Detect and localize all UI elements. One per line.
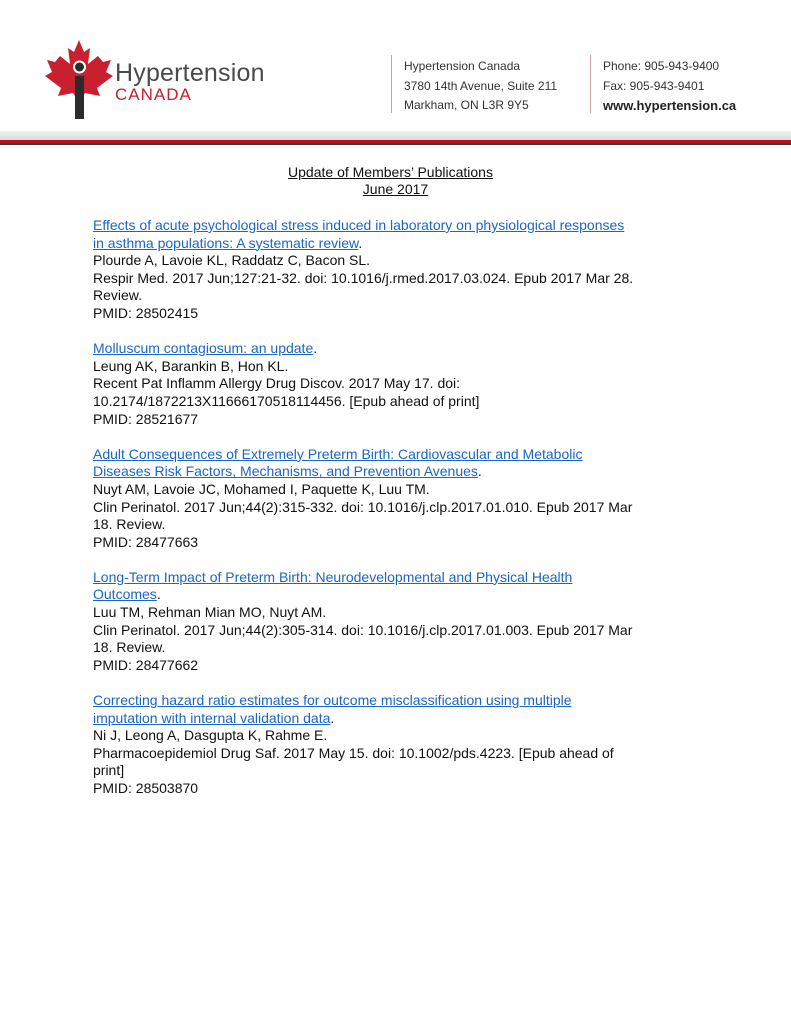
publication-item: Molluscum contagiosum: an update. Leung AK, Barankin B, Hon KL. Recent Pat Inflamm Allergy Drug Discov. 2017 May 17. doi: 10.2174/1872213X11666170518114456. [Epub ahead of print] PMID: 28521677 xyxy=(93,340,703,428)
document-subtitle: June 2017 xyxy=(362,181,429,197)
publication-authors: Ni J, Leong A, Dasgupta K, Rahme E. xyxy=(93,727,328,744)
publication-citation: Review. xyxy=(93,287,143,304)
header-band xyxy=(0,131,791,140)
publication-pmid: PMID: 28503870 xyxy=(93,780,199,796)
letterhead xyxy=(0,0,791,150)
address-line-3: Markham, ON L3R 9Y5 xyxy=(404,98,529,112)
address-line-2: 3780 14th Avenue, Suite 211 xyxy=(404,78,558,93)
hypertension-canada-logo xyxy=(45,38,265,128)
publication-authors: Luu TM, Rehman Mian MO, Nuyt AM. xyxy=(93,604,327,621)
publication-citation: Recent Pat Inflamm Allergy Drug Discov. 2017 May 17. doi: xyxy=(93,375,461,392)
divider xyxy=(391,55,392,113)
header-dark-rule xyxy=(0,143,791,145)
publication-title-link[interactable]: in asthma populations: A systematic review xyxy=(93,234,359,251)
publication-pmid: PMID: 28477663 xyxy=(93,533,199,550)
publication-title-link[interactable]: Correcting hazard ratio estimates for outcome misclassification using multiple xyxy=(93,692,572,709)
publication-pmid: PMID: 28502415 xyxy=(93,304,199,321)
address-line-1: Hypertension Canada xyxy=(404,59,521,73)
publication-title-link[interactable]: Adult Consequences of Extremely Preterm Birth: Cardiovascular and Metabolic xyxy=(93,445,583,462)
publication-citation: 18. Review. xyxy=(93,639,166,656)
phone: Phone: 905-943-9400 xyxy=(603,59,720,73)
publication-citation: Pharmacoepidemiol Drug Saf. 2017 May 15. doi: 10.1002/pds.4223. [Epub ahead of xyxy=(93,744,614,761)
publication-pmid: PMID: 28477662 xyxy=(93,656,199,673)
publication-title-link[interactable]: Effects of acute psychological stress induced in laboratory on physiological responses xyxy=(93,217,625,233)
publication-title-link[interactable]: Long-Term Impact of Preterm Birth: Neurodevelopmental and Physical Health xyxy=(93,568,573,585)
publication-title-link[interactable]: Diseases Risk Factors, Mechanisms, and Prevention Avenues xyxy=(93,463,478,480)
logo-line-1: Hypertension xyxy=(115,59,265,87)
publication-citation: print] xyxy=(93,762,125,779)
maple-leaf-icon xyxy=(45,38,115,128)
logo-wordmark xyxy=(115,60,265,104)
publication-citation: Clin Perinatol. 2017 Jun;44(2):305-314. doi: 10.1016/j.clp.2017.01.003. Epub 2017 Mar xyxy=(93,621,633,638)
publication-pmid: PMID: 28521677 xyxy=(93,410,199,427)
contact-block xyxy=(603,57,736,116)
publication-citation: 10.2174/1872213X11666170518114456. [Epub ahead of print] xyxy=(93,392,480,409)
publication-item: Correcting hazard ratio estimates for outcome misclassification using multiple imputation with internal validation data. Ni J, Leong A, Dasgupta K, Rahme E. Pharmacoepidemiol Drug Saf. 2017 May 15. doi: 10.1002/pds.4223. [Epub ahead of print] PMID: 28503870 xyxy=(93,692,703,798)
publication-authors: Leung AK, Barankin B, Hon KL. xyxy=(93,357,289,374)
publication-item: Effects of acute psychological stress induced in laboratory on physiological responses in asthma populations: A systematic review. Plourde A, Lavoie KL, Raddatz C, Bacon SL. Respir Med. 2017 Jun;127:21-32. doi: 10.1016/j.rmed.2017.03.024. Epub 2017 Mar 28. Review. PMID: 28502415 xyxy=(93,217,703,323)
publication-title-link[interactable]: imputation with internal validation data xyxy=(93,709,331,726)
publication-citation: 18. Review. xyxy=(93,516,166,533)
website-link[interactable]: www.hypertension.ca xyxy=(603,98,737,113)
document-heading xyxy=(0,164,791,198)
publication-item: Long-Term Impact of Preterm Birth: Neurodevelopmental and Physical Health Outcomes. Luu TM, Rehman Mian MO, Nuyt AM. Clin Perinatol. 2017 Jun;44(2):305-314. doi: 10.1016/j.clp.2017.01.003. Epub 2017 Mar 18. Review. PMID: 28477662 xyxy=(93,569,703,675)
publication-citation: Clin Perinatol. 2017 Jun;44(2):315-332. doi: 10.1016/j.clp.2017.01.010. Epub 2017 Mar xyxy=(93,498,633,515)
logo-line-2: CANADA xyxy=(115,85,192,104)
address-block xyxy=(404,57,557,116)
publication-citation: Respir Med. 2017 Jun;127:21-32. doi: 10.1016/j.rmed.2017.03.024. Epub 2017 Mar 28. xyxy=(93,269,634,286)
divider xyxy=(590,55,591,113)
publication-title-link[interactable]: Outcomes xyxy=(93,586,157,603)
publication-authors: Plourde A, Lavoie KL, Raddatz C, Bacon SL. xyxy=(93,252,371,269)
publication-authors: Nuyt AM, Lavoie JC, Mohamed I, Paquette K, Luu TM. xyxy=(93,480,430,497)
publication-title-link[interactable]: Molluscum contagiosum: an update xyxy=(93,340,314,357)
document-title: Update of Members’ Publications xyxy=(288,164,493,180)
publication-list xyxy=(93,217,703,815)
publication-item: Adult Consequences of Extremely Preterm Birth: Cardiovascular and Metabolic Diseases Risk Factors, Mechanisms, and Prevention Avenues. Nuyt AM, Lavoie JC, Mohamed I, Paquette K, Luu TM. Clin Perinatol. 2017 Jun;44(2):315-332. doi: 10.1016/j.clp.2017.01.010. Epub 2017 Mar 18. Review. PMID: 28477663 xyxy=(93,446,703,552)
fax: Fax: 905-943-9401 xyxy=(603,78,705,93)
